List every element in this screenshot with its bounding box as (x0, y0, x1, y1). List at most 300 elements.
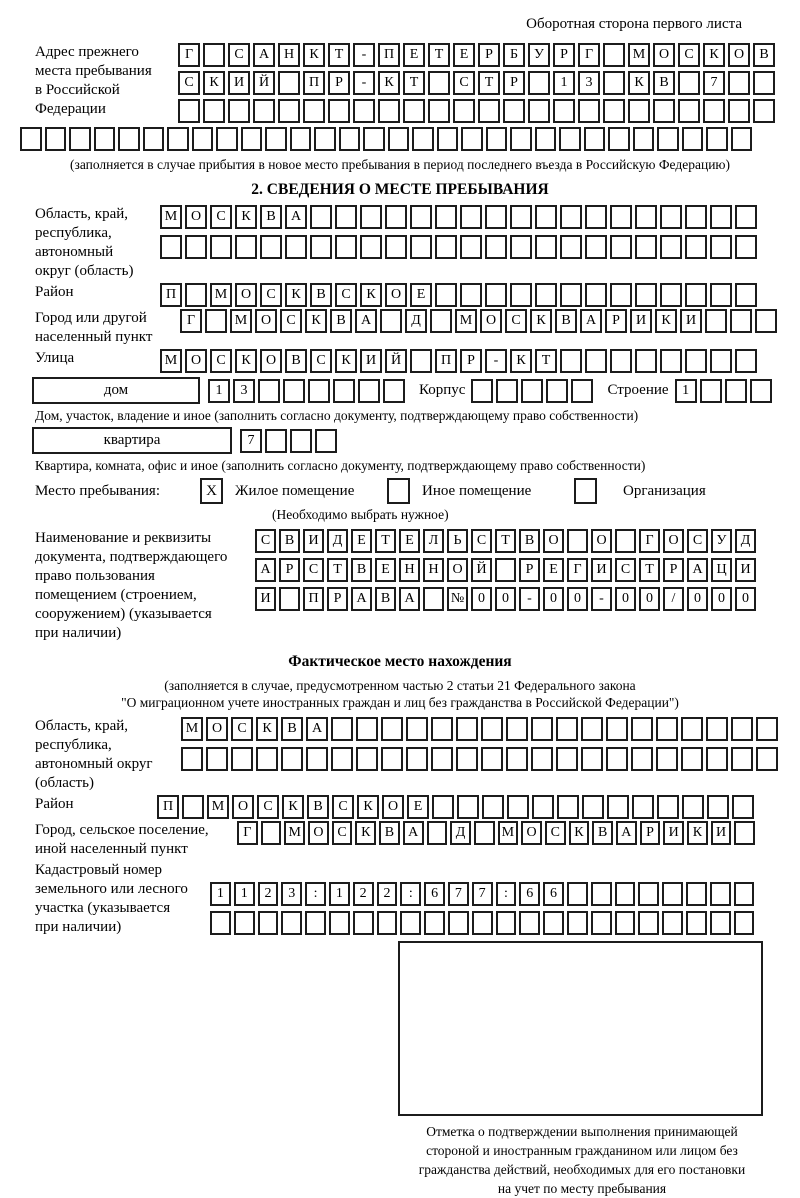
char-cell[interactable] (521, 379, 543, 403)
char-cell[interactable] (331, 717, 353, 741)
char-cell[interactable]: В (375, 587, 396, 611)
char-cell[interactable]: : (400, 882, 421, 906)
char-cell[interactable] (510, 235, 532, 259)
char-cell[interactable] (486, 127, 508, 151)
char-cell[interactable] (706, 127, 728, 151)
char-cell[interactable]: 6 (424, 882, 445, 906)
char-cell[interactable]: В (285, 349, 307, 373)
char-cell[interactable]: 2 (377, 882, 398, 906)
char-cell[interactable] (657, 127, 679, 151)
char-cell[interactable] (457, 795, 479, 819)
char-cell[interactable] (431, 747, 453, 771)
char-cell[interactable]: 0 (471, 587, 492, 611)
char-cell[interactable]: М (181, 717, 203, 741)
char-cell[interactable]: С (178, 71, 200, 95)
char-cell[interactable] (635, 349, 657, 373)
char-cell[interactable] (285, 235, 307, 259)
char-cell[interactable]: Л (423, 529, 444, 553)
char-cell[interactable] (335, 235, 357, 259)
char-cell[interactable]: - (353, 43, 375, 67)
char-cell[interactable] (535, 283, 557, 307)
char-cell[interactable] (410, 205, 432, 229)
char-cell[interactable]: С (210, 349, 232, 373)
char-cell[interactable]: В (307, 795, 329, 819)
char-cell[interactable]: О (728, 43, 750, 67)
char-cell[interactable]: Т (327, 558, 348, 582)
char-cell[interactable]: В (653, 71, 675, 95)
char-cell[interactable] (308, 379, 330, 403)
char-cell[interactable] (528, 71, 550, 95)
char-cell[interactable]: 1 (210, 882, 231, 906)
char-cell[interactable] (506, 747, 528, 771)
char-cell[interactable]: П (303, 71, 325, 95)
char-cell[interactable]: С (505, 309, 527, 333)
char-cell[interactable]: Е (543, 558, 564, 582)
char-cell[interactable] (278, 71, 300, 95)
char-cell[interactable] (435, 283, 457, 307)
char-cell[interactable] (560, 205, 582, 229)
char-cell[interactable]: 2 (258, 882, 279, 906)
char-cell[interactable]: Т (495, 529, 516, 553)
char-cell[interactable] (185, 235, 207, 259)
char-cell[interactable]: 3 (578, 71, 600, 95)
char-cell[interactable] (584, 127, 606, 151)
char-cell[interactable] (485, 283, 507, 307)
char-cell[interactable] (734, 911, 755, 935)
char-cell[interactable] (559, 127, 581, 151)
char-cell[interactable]: Т (375, 529, 396, 553)
char-cell[interactable]: 6 (519, 882, 540, 906)
char-cell[interactable] (235, 235, 257, 259)
char-cell[interactable]: М (284, 821, 305, 845)
char-cell[interactable] (205, 309, 227, 333)
char-cell[interactable] (706, 717, 728, 741)
char-cell[interactable] (192, 127, 214, 151)
char-cell[interactable] (556, 747, 578, 771)
char-cell[interactable] (710, 205, 732, 229)
char-cell[interactable] (377, 911, 398, 935)
char-cell[interactable] (335, 205, 357, 229)
char-cell[interactable]: А (687, 558, 708, 582)
char-cell[interactable] (431, 717, 453, 741)
char-cell[interactable]: К (235, 349, 257, 373)
char-cell[interactable]: К (360, 283, 382, 307)
stay-option-residential-checkbox[interactable]: X (200, 478, 223, 504)
char-cell[interactable] (329, 911, 350, 935)
char-cell[interactable]: Е (410, 283, 432, 307)
char-cell[interactable] (485, 205, 507, 229)
char-cell[interactable]: С (310, 349, 332, 373)
char-cell[interactable]: К (303, 43, 325, 67)
char-cell[interactable]: М (455, 309, 477, 333)
char-cell[interactable]: Р (460, 349, 482, 373)
char-cell[interactable]: О (232, 795, 254, 819)
char-cell[interactable]: И (680, 309, 702, 333)
char-cell[interactable]: К (285, 283, 307, 307)
char-cell[interactable] (385, 205, 407, 229)
char-cell[interactable]: У (711, 529, 732, 553)
char-cell[interactable] (506, 717, 528, 741)
char-cell[interactable] (735, 235, 757, 259)
char-cell[interactable] (258, 911, 279, 935)
stay-option-other-checkbox[interactable] (387, 478, 410, 504)
char-cell[interactable]: И (228, 71, 250, 95)
char-cell[interactable] (360, 235, 382, 259)
char-cell[interactable] (681, 747, 703, 771)
char-cell[interactable] (448, 911, 469, 935)
char-cell[interactable]: П (378, 43, 400, 67)
char-cell[interactable] (728, 71, 750, 95)
char-cell[interactable]: О (653, 43, 675, 67)
char-cell[interactable]: 1 (553, 71, 575, 95)
char-cell[interactable] (363, 127, 385, 151)
char-cell[interactable]: Р (640, 821, 661, 845)
char-cell[interactable] (474, 821, 495, 845)
char-cell[interactable] (310, 205, 332, 229)
char-cell[interactable] (306, 747, 328, 771)
char-cell[interactable]: 6 (543, 882, 564, 906)
char-cell[interactable] (678, 71, 700, 95)
char-cell[interactable] (378, 99, 400, 123)
char-cell[interactable] (328, 99, 350, 123)
char-cell[interactable]: К (203, 71, 225, 95)
char-cell[interactable]: С (615, 558, 636, 582)
char-cell[interactable] (256, 747, 278, 771)
char-cell[interactable]: С (545, 821, 566, 845)
char-cell[interactable]: Г (178, 43, 200, 67)
char-cell[interactable] (430, 309, 452, 333)
char-cell[interactable] (453, 99, 475, 123)
char-cell[interactable]: О (447, 558, 468, 582)
char-cell[interactable] (628, 99, 650, 123)
char-cell[interactable] (686, 882, 707, 906)
char-cell[interactable] (206, 747, 228, 771)
char-cell[interactable]: А (285, 205, 307, 229)
char-cell[interactable]: И (255, 587, 276, 611)
char-cell[interactable]: : (305, 882, 326, 906)
char-cell[interactable] (400, 911, 421, 935)
char-cell[interactable] (231, 747, 253, 771)
char-cell[interactable]: В (330, 309, 352, 333)
char-cell[interactable]: 1 (208, 379, 230, 403)
char-cell[interactable] (567, 911, 588, 935)
char-cell[interactable] (753, 71, 775, 95)
char-cell[interactable]: № (447, 587, 468, 611)
char-cell[interactable] (210, 911, 231, 935)
char-cell[interactable] (283, 379, 305, 403)
char-cell[interactable] (185, 283, 207, 307)
char-cell[interactable] (756, 717, 778, 741)
char-cell[interactable]: К (305, 309, 327, 333)
char-cell[interactable] (638, 882, 659, 906)
char-cell[interactable] (635, 283, 657, 307)
char-cell[interactable]: 7 (703, 71, 725, 95)
char-cell[interactable] (638, 911, 659, 935)
char-cell[interactable] (571, 379, 593, 403)
char-cell[interactable] (706, 747, 728, 771)
char-cell[interactable]: Д (450, 821, 471, 845)
char-cell[interactable]: Д (405, 309, 427, 333)
char-cell[interactable]: С (303, 558, 324, 582)
char-cell[interactable] (253, 99, 275, 123)
char-cell[interactable] (203, 43, 225, 67)
char-cell[interactable]: М (160, 205, 182, 229)
char-cell[interactable]: 0 (495, 587, 516, 611)
char-cell[interactable] (656, 747, 678, 771)
char-cell[interactable]: Р (663, 558, 684, 582)
char-cell[interactable] (94, 127, 116, 151)
char-cell[interactable]: А (255, 558, 276, 582)
char-cell[interactable] (615, 529, 636, 553)
char-cell[interactable] (656, 717, 678, 741)
char-cell[interactable] (710, 882, 731, 906)
char-cell[interactable] (685, 283, 707, 307)
char-cell[interactable]: О (185, 349, 207, 373)
char-cell[interactable]: С (471, 529, 492, 553)
char-cell[interactable] (660, 235, 682, 259)
char-cell[interactable]: К (655, 309, 677, 333)
char-cell[interactable]: 2 (353, 882, 374, 906)
char-cell[interactable]: А (580, 309, 602, 333)
char-cell[interactable] (730, 309, 752, 333)
char-cell[interactable] (261, 821, 282, 845)
char-cell[interactable] (424, 911, 445, 935)
char-cell[interactable] (383, 379, 405, 403)
char-cell[interactable] (410, 349, 432, 373)
char-cell[interactable]: О (543, 529, 564, 553)
char-cell[interactable]: 1 (675, 379, 697, 403)
char-cell[interactable] (403, 99, 425, 123)
char-cell[interactable]: Н (278, 43, 300, 67)
char-cell[interactable]: К (687, 821, 708, 845)
char-cell[interactable]: Т (428, 43, 450, 67)
char-cell[interactable] (281, 911, 302, 935)
char-cell[interactable]: О (206, 717, 228, 741)
char-cell[interactable] (143, 127, 165, 151)
char-cell[interactable] (432, 795, 454, 819)
char-cell[interactable] (210, 235, 232, 259)
char-cell[interactable] (606, 747, 628, 771)
char-cell[interactable] (681, 717, 703, 741)
char-cell[interactable] (632, 795, 654, 819)
char-cell[interactable]: А (351, 587, 372, 611)
char-cell[interactable] (585, 349, 607, 373)
char-cell[interactable]: М (160, 349, 182, 373)
char-cell[interactable]: Р (519, 558, 540, 582)
char-cell[interactable]: С (332, 821, 353, 845)
char-cell[interactable]: Р (478, 43, 500, 67)
char-cell[interactable] (485, 235, 507, 259)
char-cell[interactable] (118, 127, 140, 151)
char-cell[interactable]: С (228, 43, 250, 67)
char-cell[interactable] (728, 99, 750, 123)
char-cell[interactable]: Г (567, 558, 588, 582)
char-cell[interactable]: Е (403, 43, 425, 67)
char-cell[interactable]: С (210, 205, 232, 229)
char-cell[interactable] (553, 99, 575, 123)
char-cell[interactable] (734, 821, 755, 845)
char-cell[interactable] (278, 99, 300, 123)
char-cell[interactable] (356, 717, 378, 741)
char-cell[interactable]: 7 (240, 429, 262, 453)
char-cell[interactable] (710, 235, 732, 259)
char-cell[interactable] (406, 747, 428, 771)
char-cell[interactable] (427, 821, 448, 845)
char-cell[interactable]: - (485, 349, 507, 373)
char-cell[interactable] (662, 911, 683, 935)
char-cell[interactable]: С (453, 71, 475, 95)
char-cell[interactable] (460, 235, 482, 259)
char-cell[interactable]: А (253, 43, 275, 67)
char-cell[interactable] (45, 127, 67, 151)
stamp-box[interactable] (398, 941, 763, 1116)
char-cell[interactable] (510, 205, 532, 229)
char-cell[interactable] (471, 379, 493, 403)
char-cell[interactable] (710, 911, 731, 935)
char-cell[interactable] (478, 99, 500, 123)
char-cell[interactable]: О (255, 309, 277, 333)
char-cell[interactable] (556, 717, 578, 741)
char-cell[interactable] (660, 283, 682, 307)
char-cell[interactable] (610, 205, 632, 229)
char-cell[interactable]: О (521, 821, 542, 845)
char-cell[interactable]: 1 (234, 882, 255, 906)
char-cell[interactable] (279, 587, 300, 611)
char-cell[interactable] (181, 747, 203, 771)
char-cell[interactable]: Т (328, 43, 350, 67)
char-cell[interactable] (385, 235, 407, 259)
char-cell[interactable]: - (591, 587, 612, 611)
char-cell[interactable] (519, 911, 540, 935)
char-cell[interactable]: В (519, 529, 540, 553)
char-cell[interactable] (353, 99, 375, 123)
char-cell[interactable] (412, 127, 434, 151)
char-cell[interactable]: Г (639, 529, 660, 553)
char-cell[interactable]: 3 (233, 379, 255, 403)
char-cell[interactable] (535, 127, 557, 151)
char-cell[interactable] (428, 71, 450, 95)
char-cell[interactable] (603, 71, 625, 95)
char-cell[interactable]: С (687, 529, 708, 553)
char-cell[interactable]: В (281, 717, 303, 741)
char-cell[interactable] (707, 795, 729, 819)
char-cell[interactable] (380, 309, 402, 333)
char-cell[interactable]: О (591, 529, 612, 553)
char-cell[interactable]: В (555, 309, 577, 333)
char-cell[interactable]: В (260, 205, 282, 229)
char-cell[interactable] (735, 283, 757, 307)
char-cell[interactable] (560, 283, 582, 307)
char-cell[interactable] (710, 349, 732, 373)
char-cell[interactable]: И (360, 349, 382, 373)
char-cell[interactable]: В (351, 558, 372, 582)
char-cell[interactable] (756, 747, 778, 771)
char-cell[interactable]: К (357, 795, 379, 819)
char-cell[interactable] (591, 882, 612, 906)
char-cell[interactable] (265, 127, 287, 151)
char-cell[interactable]: П (157, 795, 179, 819)
char-cell[interactable]: И (303, 529, 324, 553)
char-cell[interactable] (585, 235, 607, 259)
char-cell[interactable]: А (616, 821, 637, 845)
char-cell[interactable] (591, 911, 612, 935)
char-cell[interactable] (281, 747, 303, 771)
char-cell[interactable]: С (231, 717, 253, 741)
char-cell[interactable] (731, 127, 753, 151)
char-cell[interactable]: О (308, 821, 329, 845)
char-cell[interactable] (635, 235, 657, 259)
char-cell[interactable]: 0 (735, 587, 756, 611)
char-cell[interactable]: Й (253, 71, 275, 95)
char-cell[interactable]: 1 (329, 882, 350, 906)
char-cell[interactable]: М (207, 795, 229, 819)
char-cell[interactable]: 0 (711, 587, 732, 611)
char-cell[interactable] (314, 127, 336, 151)
char-cell[interactable]: - (519, 587, 540, 611)
char-cell[interactable]: : (496, 882, 517, 906)
char-cell[interactable] (510, 283, 532, 307)
apartment-type-box[interactable]: квартира (32, 427, 232, 454)
char-cell[interactable]: И (630, 309, 652, 333)
char-cell[interactable] (216, 127, 238, 151)
char-cell[interactable] (356, 747, 378, 771)
char-cell[interactable]: Е (351, 529, 372, 553)
char-cell[interactable] (631, 717, 653, 741)
char-cell[interactable]: О (663, 529, 684, 553)
char-cell[interactable] (731, 717, 753, 741)
char-cell[interactable] (755, 309, 777, 333)
char-cell[interactable] (265, 429, 287, 453)
char-cell[interactable] (507, 795, 529, 819)
char-cell[interactable]: К (282, 795, 304, 819)
char-cell[interactable]: 7 (448, 882, 469, 906)
char-cell[interactable]: К (530, 309, 552, 333)
char-cell[interactable] (735, 205, 757, 229)
char-cell[interactable] (310, 235, 332, 259)
char-cell[interactable]: Б (503, 43, 525, 67)
char-cell[interactable] (423, 587, 444, 611)
char-cell[interactable] (532, 795, 554, 819)
char-cell[interactable] (339, 127, 361, 151)
char-cell[interactable]: В (279, 529, 300, 553)
char-cell[interactable]: Р (553, 43, 575, 67)
char-cell[interactable] (546, 379, 568, 403)
char-cell[interactable] (631, 747, 653, 771)
char-cell[interactable]: Н (399, 558, 420, 582)
char-cell[interactable] (750, 379, 772, 403)
char-cell[interactable]: О (185, 205, 207, 229)
char-cell[interactable] (610, 283, 632, 307)
char-cell[interactable] (662, 882, 683, 906)
char-cell[interactable]: В (379, 821, 400, 845)
char-cell[interactable]: О (260, 349, 282, 373)
char-cell[interactable] (315, 429, 337, 453)
char-cell[interactable]: Д (327, 529, 348, 553)
char-cell[interactable] (456, 747, 478, 771)
char-cell[interactable] (472, 911, 493, 935)
char-cell[interactable] (657, 795, 679, 819)
char-cell[interactable] (303, 99, 325, 123)
char-cell[interactable] (358, 379, 380, 403)
char-cell[interactable] (381, 717, 403, 741)
char-cell[interactable] (381, 747, 403, 771)
char-cell[interactable] (578, 99, 600, 123)
char-cell[interactable]: 0 (687, 587, 708, 611)
char-cell[interactable]: 0 (543, 587, 564, 611)
char-cell[interactable] (460, 283, 482, 307)
char-cell[interactable]: Т (478, 71, 500, 95)
char-cell[interactable] (734, 882, 755, 906)
